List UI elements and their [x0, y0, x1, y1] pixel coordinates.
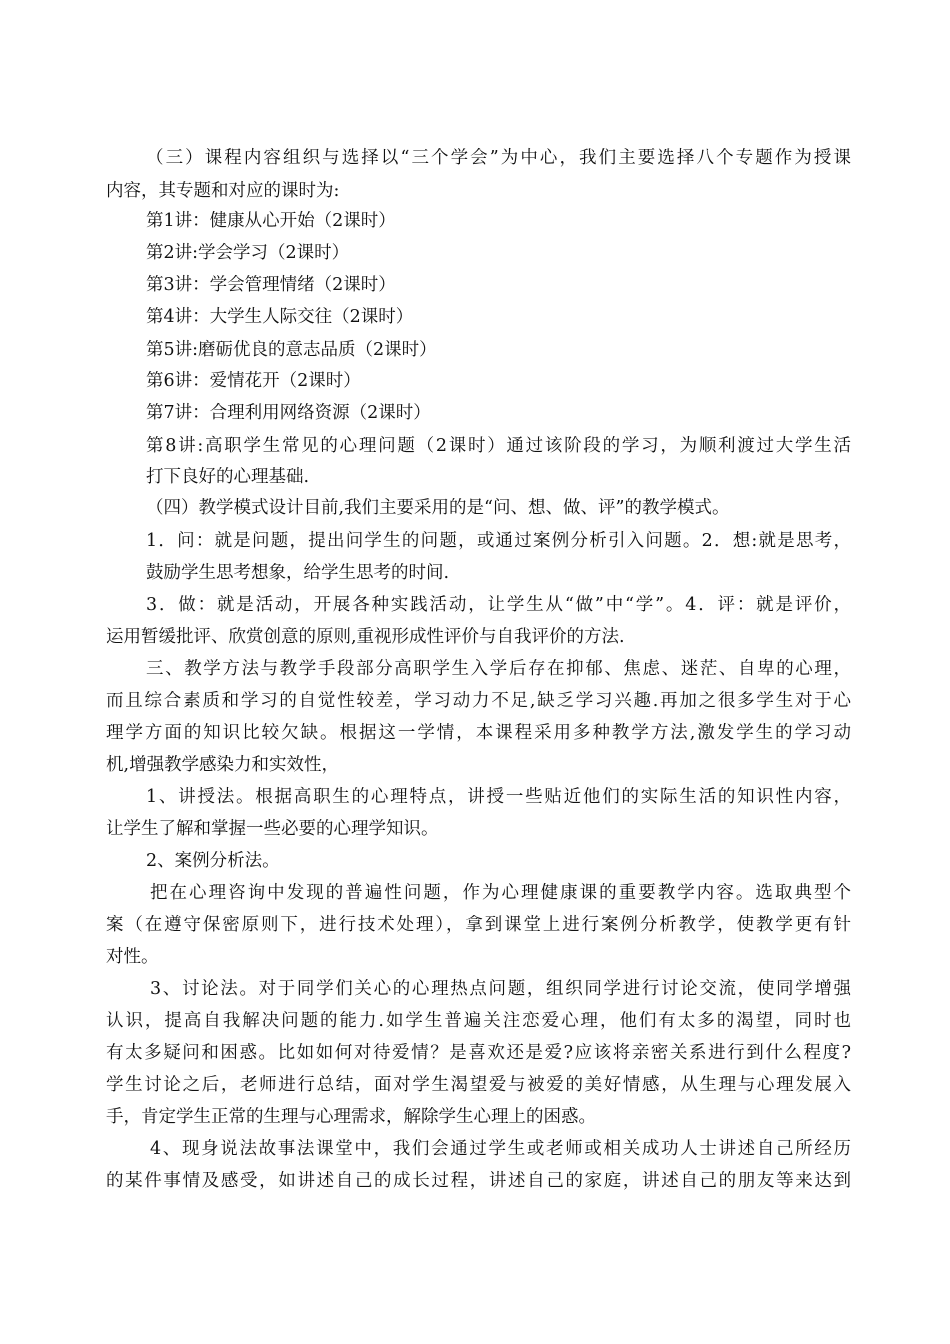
part3-line-3: 理学方面的知识比较欠缺。根据这一学情，本课程采用多种教学方法,激发学生的学习动 — [106, 723, 851, 743]
method-2-line-3: 对性。 — [106, 947, 159, 967]
part3-line-2: 而且综合素质和学习的自觉性较差，学习动力不足,缺乏学习兴趣.再加之很多学生对于心 — [106, 691, 851, 711]
lecture-8-cont: 打下良好的心理基础. — [146, 467, 310, 487]
method-3-line-4: 学生讨论之后，老师进行总结，面对学生渴望爱与被爱的美好情感，从生理与心理发展入 — [106, 1075, 851, 1095]
part3-line-4: 机,增强教学感染力和实效性， — [106, 755, 340, 775]
method-2-line-2: 案（在遵守保密原则下，进行技术处理），拿到课堂上进行案例分析教学，使教学更有针 — [106, 915, 851, 935]
method-3-line-3: 有太多疑问和困惑。比如如何对待爱情？是喜欢还是爱?应该将亲密关系进行到什么程度? — [106, 1043, 851, 1063]
lecture-1: 第1讲：健康从心开始（2课时） — [146, 211, 396, 231]
method-2-title: 2、案例分析法。 — [146, 851, 280, 871]
lecture-2: 第2讲:学会学习（2课时） — [146, 243, 350, 263]
lecture-6: 第6讲：爱情花开（2课时） — [146, 371, 361, 391]
method-3-line-5: 手，肯定学生正常的生理与心理需求，解除学生心理上的困惑。 — [106, 1107, 596, 1127]
lecture-7: 第7讲：合理利用网络资源（2课时） — [146, 403, 431, 423]
lecture-5: 第5讲:磨砺优良的意志品质（2课时） — [146, 340, 437, 360]
mode-1-cont: 鼓励学生思考想象，给学生思考的时间. — [146, 563, 450, 583]
lecture-8: 第8讲:高职学生常见的心理问题（2课时）通过该阶段的学习，为顺利渡过大学生活 — [146, 436, 851, 456]
mode-3-line: 3．做：就是活动，开展各种实践活动，让学生从“做”中“学”。4．评：就是评价， — [146, 595, 851, 615]
method-4-line-1: 4、现身说法故事法课堂中，我们会通过学生或老师或相关成功人士讲述自己所经历 — [150, 1139, 851, 1159]
method-3-line-1: 3、讨论法。对于同学们关心的心理热点问题，组织同学进行讨论交流，使同学增强 — [150, 979, 851, 999]
section4-heading: （四）教学模式设计目前,我们主要采用的是“问、想、做、评”的教学模式。 — [146, 498, 730, 518]
section3-heading-cont: 内容，其专题和对应的课时为: — [106, 181, 340, 201]
method-3-line-2: 认识，提高自我解决问题的能力.如学生普遍关注恋爱心理，他们有太多的渴望，同时也 — [106, 1011, 851, 1031]
mode-1-line: 1．问：就是问题，提出问学生的问题，或通过案例分析引入问题。2．想:就是思考， — [146, 531, 851, 551]
method-4-line-2: 的某件事情及感受，如讲述自己的成长过程，讲述自己的家庭，讲述自己的朋友等来达到 — [106, 1171, 851, 1191]
method-1-line: 1、讲授法。根据高职生的心理特点，讲授一些贴近他们的实际生活的知识性内容， — [146, 787, 851, 807]
part3-line-1: 三、教学方法与教学手段部分高职学生入学后存在抑郁、焦虑、迷茫、自卑的心理， — [146, 659, 851, 679]
lecture-4: 第4讲：大学生人际交往（2课时） — [146, 307, 414, 327]
method-1-cont: 让学生了解和掌握一些必要的心理学知识。 — [106, 819, 439, 839]
lecture-3: 第3讲：学会管理情绪（2课时） — [146, 275, 396, 295]
method-2-line-1: 把在心理咨询中发现的普遍性问题，作为心理健康课的重要教学内容。选取典型个 — [150, 883, 851, 903]
mode-3-cont: 运用暂缓批评、欣赏创意的原则,重视形成性评价与自我评价的方法. — [106, 627, 625, 647]
section3-heading-line: （三）课程内容组织与选择以“三个学会”为中心，我们主要选择八个专题作为授课 — [146, 148, 851, 168]
